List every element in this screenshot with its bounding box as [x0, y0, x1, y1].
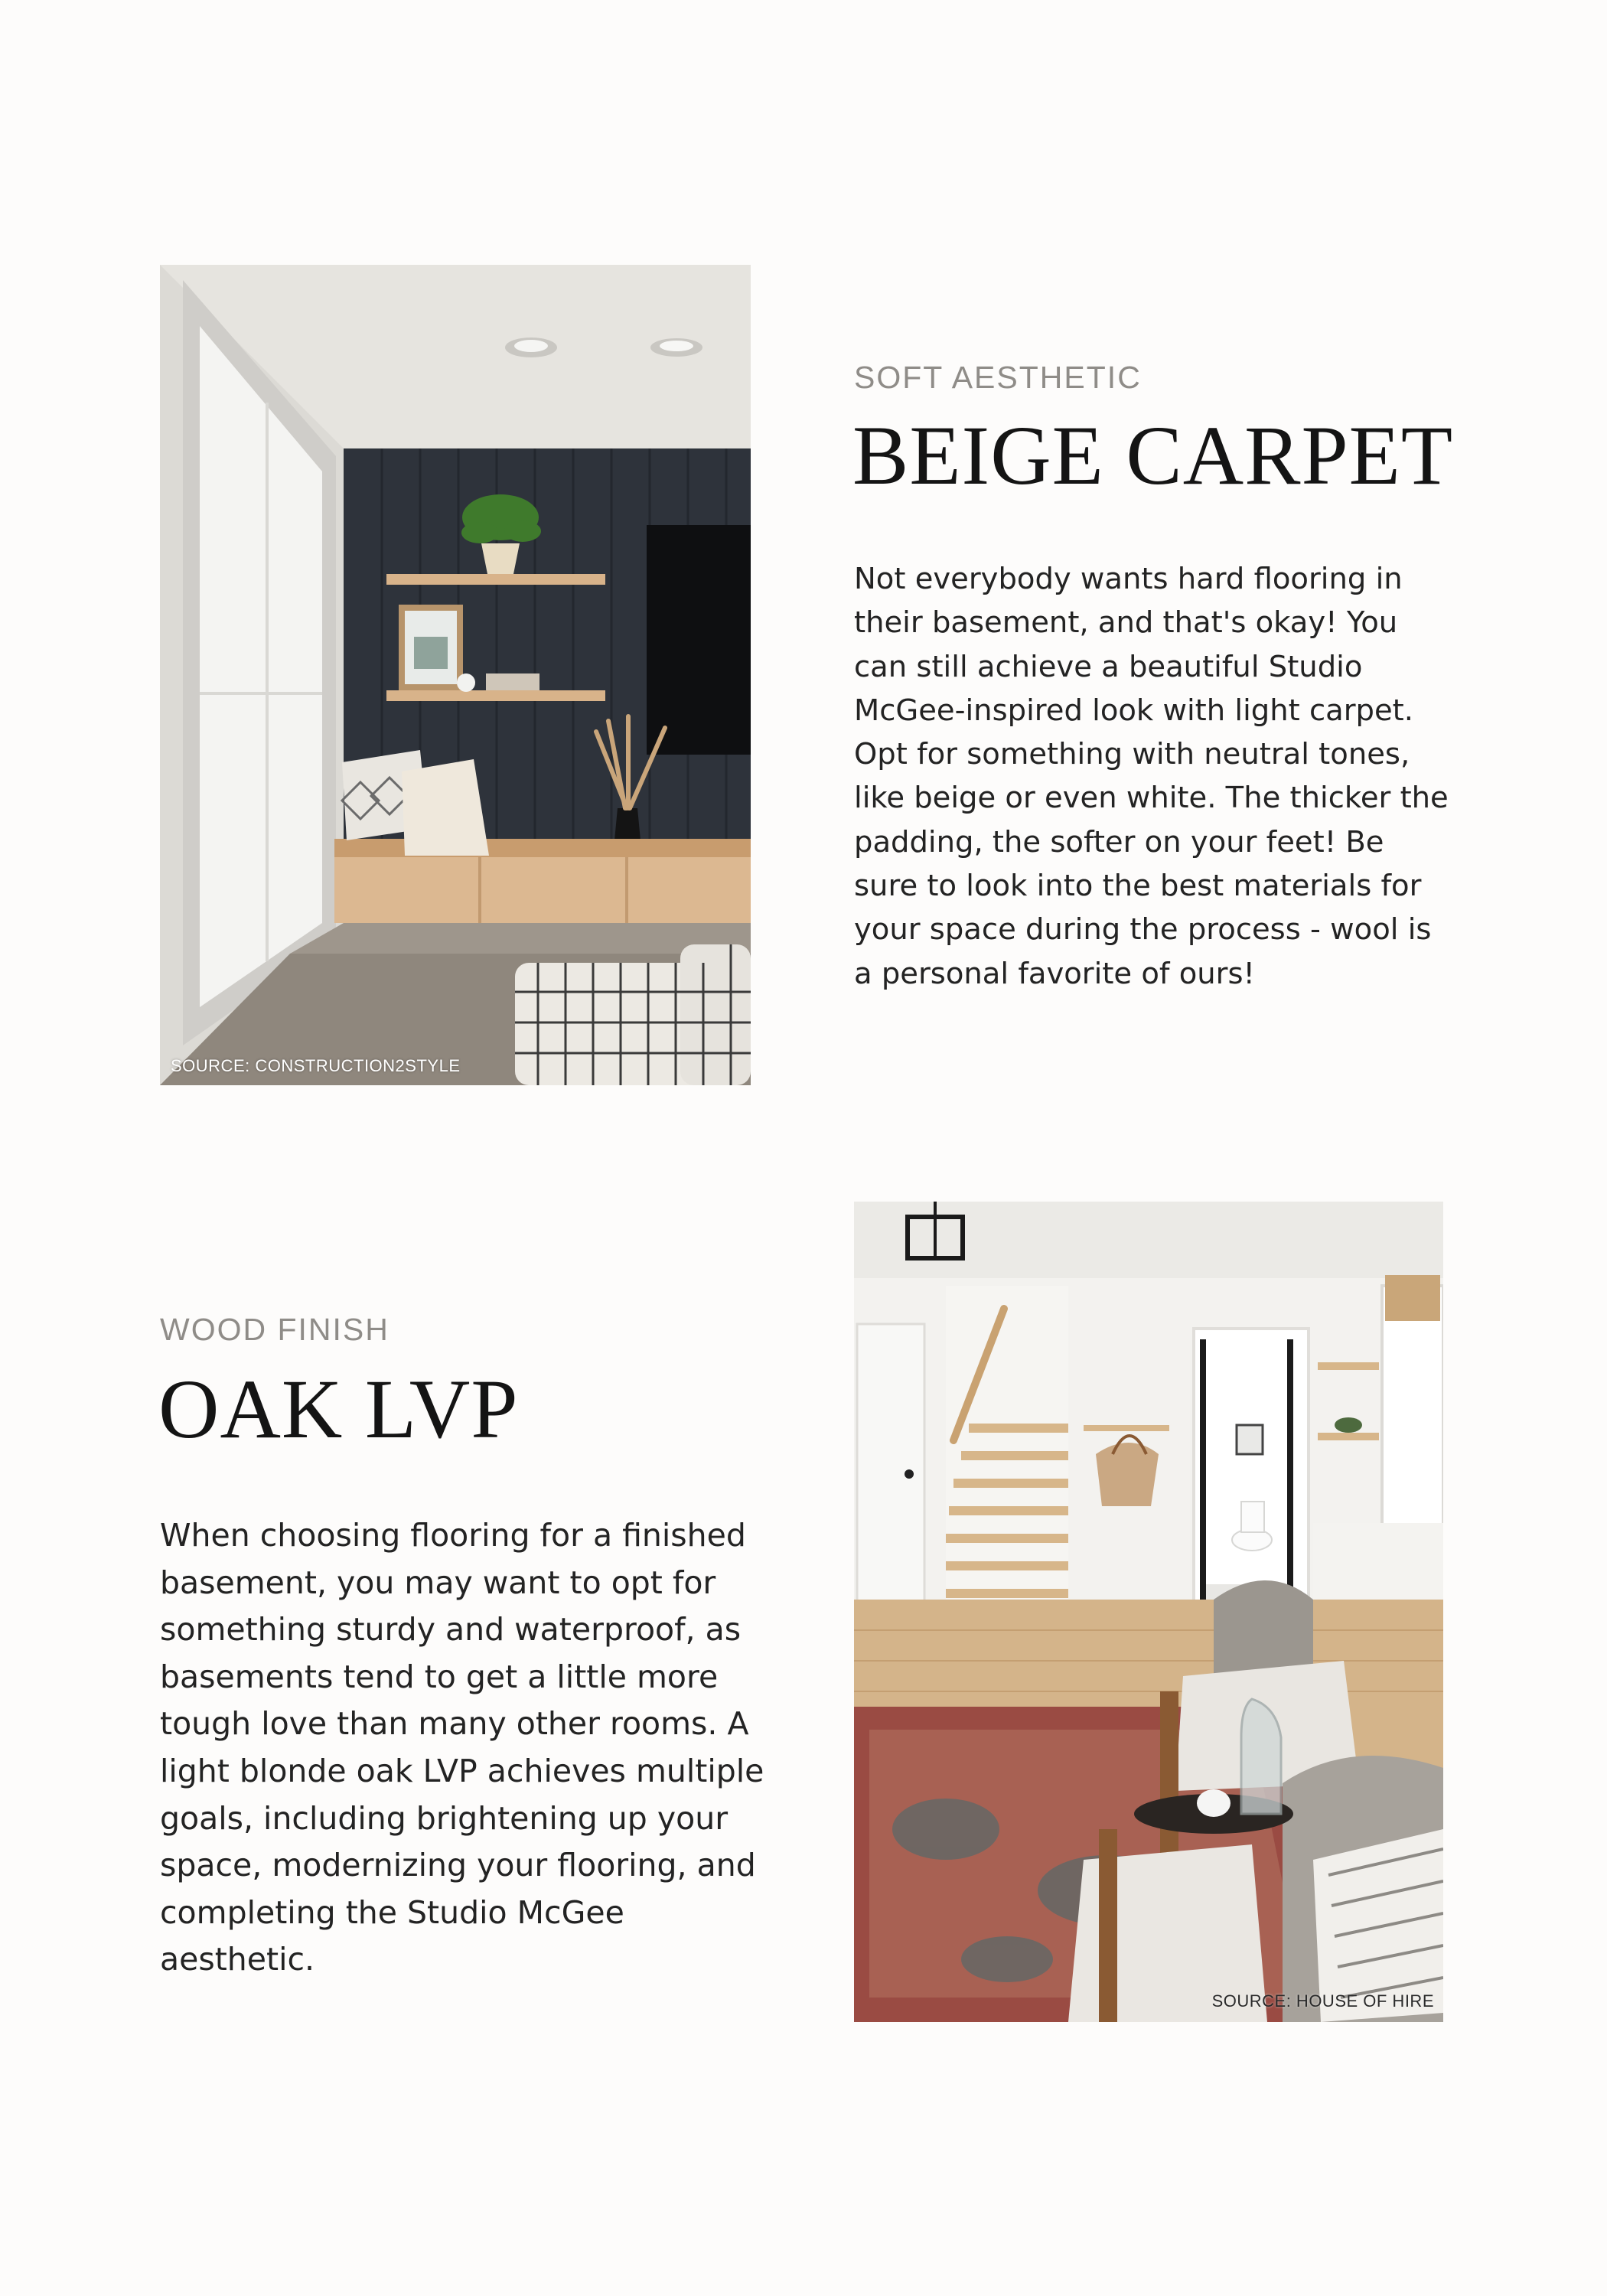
photo-credit: SOURCE: HOUSE OF HIRE: [1211, 1991, 1434, 2011]
section-body: When choosing flooring for a finished basement, you may want to opt for something sturdy and waterproof, as basements tend to get a little more tough love than many other rooms. A light blonde oak LVP achieves multiple goals, including brightening up your space, modernizing your flooring, and completing the Studio McGee aesthetic.: [160, 1517, 764, 1978]
basement-hall-illustration: [854, 1202, 1443, 2022]
basement-hall-photo: [854, 1202, 1443, 2022]
living-room-illustration: [160, 265, 751, 1085]
section-heading: OAK LVP: [158, 1362, 519, 1456]
section-kicker: SOFT AESTHETIC: [854, 360, 1142, 395]
living-room-photo: [160, 265, 751, 1085]
photo-credit: SOURCE: CONSTRUCTION2STYLE: [171, 1056, 461, 1075]
section-heading: BEIGE CARPET: [852, 409, 1454, 502]
section-kicker: WOOD FINISH: [160, 1312, 390, 1347]
section-body: Not everybody wants hard flooring in their basement, and that's okay! You can still achieve a beautiful Studio McGee-inspired look with light carpet. Opt for something with neutral tones, like beige or even white. The thicker the padding, the softer on your feet! Be sure to look into the best materials for your space during the process - wool is a personal favorite of ours!: [854, 562, 1449, 991]
